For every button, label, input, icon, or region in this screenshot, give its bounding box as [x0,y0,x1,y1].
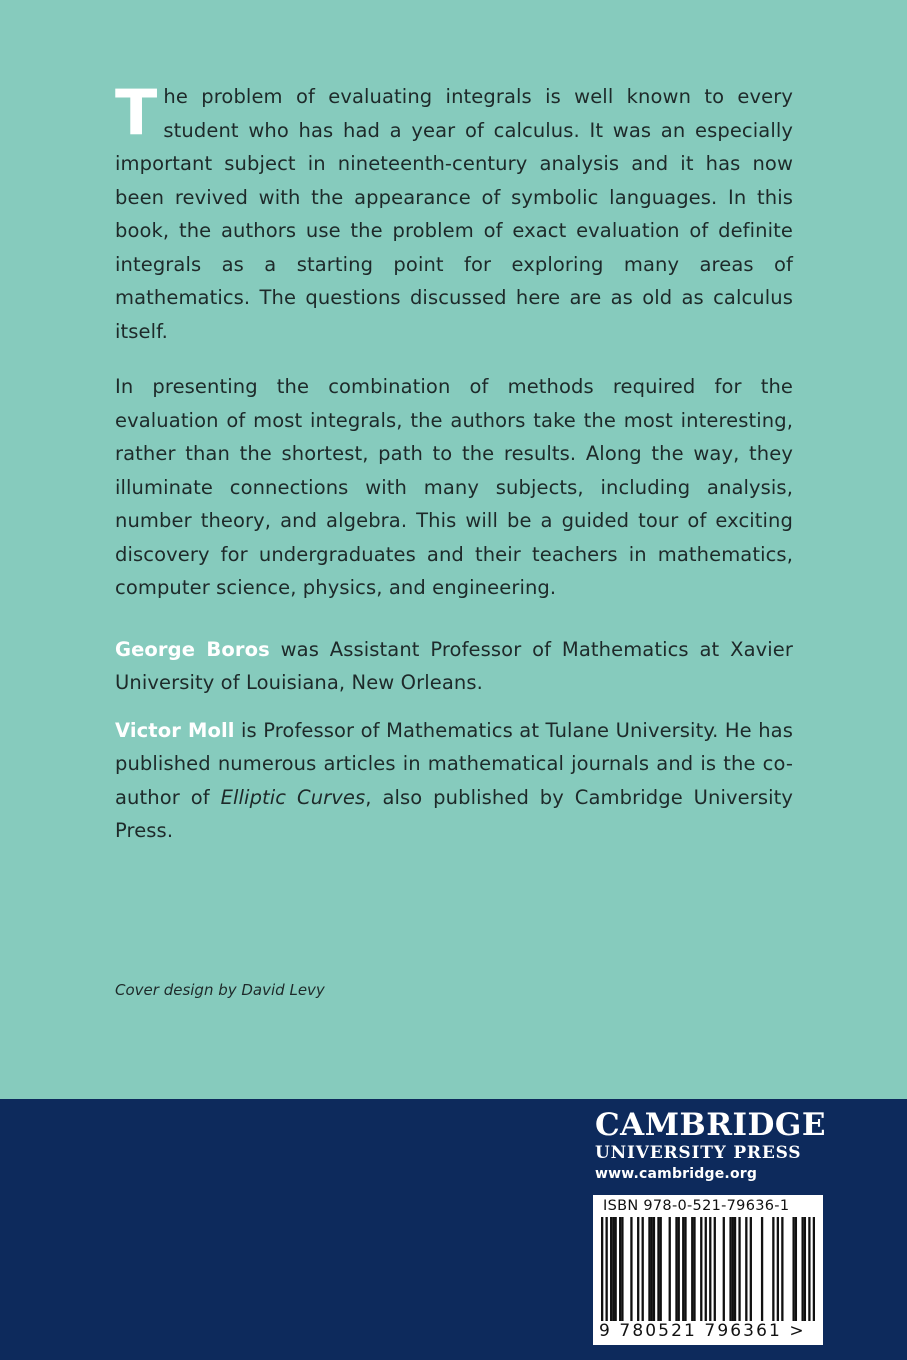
barcode-bar [621,1217,623,1321]
barcode-bar [610,1217,612,1321]
isbn-label: ISBN 978-0-521-79636-1 [603,1198,790,1214]
barcode-bar [651,1217,653,1321]
barcode-bar [619,1217,621,1321]
barcode-bar [738,1217,740,1321]
barcode-bar [792,1217,794,1321]
author-name-moll: Victor Moll [115,718,235,742]
barcode-bar [601,1217,603,1321]
barcode-bar [750,1217,752,1321]
barcode-bar [729,1217,731,1321]
author-bio-moll [115,714,793,848]
barcode-bar [648,1217,650,1321]
barcode-bar [606,1217,608,1321]
author-bio-boros-text: was Assistant Professor of Mathematics at Xavier University of Louisiana, New Orleans. [115,637,793,694]
barcode-bar [660,1217,662,1321]
cover-design-credit: Cover design by David Levy [115,981,325,999]
barcode-bar [714,1217,716,1321]
barcode-bar [669,1217,671,1321]
back-cover-text [115,76,794,848]
barcode-bar [700,1217,702,1321]
author-name-boros: George Boros [115,637,270,661]
barcode-bar [637,1217,639,1321]
barcode-bar [682,1217,684,1321]
barcode-bar [684,1217,686,1321]
publisher-name: CAMBRIDGE [595,1107,826,1143]
barcode-bar [801,1217,803,1321]
barcode-bar [723,1217,725,1321]
author-bio-moll-text-end: , also published by Cambridge University Press. [115,785,794,842]
book-title: Elliptic Curves [220,785,366,809]
barcode-bar [732,1217,734,1321]
drop-cap: T [115,76,158,149]
barcode-bar [612,1217,614,1321]
barcode [601,1217,815,1321]
publisher-imprint: UNIVERSITY PRESS [595,1143,802,1163]
author-bio-boros [115,633,793,700]
barcode-bar [709,1217,711,1321]
publisher-logo [595,1107,826,1185]
ean-digits: 9 780521 796361 > [599,1321,806,1341]
barcode-bar [813,1217,815,1321]
barcode-bar [734,1217,736,1321]
barcode-bar [630,1217,632,1321]
barcode-bar [808,1217,810,1321]
blurb-paragraph-1-text: he problem of evaluating integrals is well known to every student who has had a year of calculus. It was an especially important subject in nineteenth-century analysis and it has now been revived with the appearance of symbolic languages. In this book, the authors use the problem of exact evaluation of definite integrals as a starting point for exploring many areas of mathematics. The questions discussed here are as old as calculus itself. [115,85,793,343]
barcode-bar [657,1217,659,1321]
barcode-bar [745,1217,747,1321]
barcode-bar [642,1217,644,1321]
blurb-paragraph-2: In presenting the combination of methods required for the evaluation of most integrals, the authors take the most interesting, rather than the shortest, path to the results. Along the way, they illuminate connections with many subjects, including analysis, number theory, and algebra. This will be a guided tour of exciting discovery for undergraduates and their teachers in mathematics, computer science, physics, and engineering. [115,375,793,599]
blurb-paragraph-1 [115,76,793,348]
publisher-url: www.cambridge.org [595,1166,758,1182]
barcode-bar [678,1217,680,1321]
barcode-bar [675,1217,677,1321]
barcode-bar [781,1217,783,1321]
author-bio-moll-text: is Professor of Mathematics at Tulane University. He has published numerous articles in mathematical journals and is the co-author of [115,718,793,809]
barcode-bar [693,1217,695,1321]
barcode-bar [615,1217,617,1321]
barcode-bar [777,1217,779,1321]
barcode-bar [804,1217,806,1321]
barcode-bar [691,1217,693,1321]
barcode-bar [795,1217,797,1321]
isbn-barcode-panel [593,1195,823,1345]
barcode-bar [653,1217,655,1321]
barcode-bar [705,1217,707,1321]
barcode-bar [761,1217,763,1321]
barcode-bar [772,1217,774,1321]
